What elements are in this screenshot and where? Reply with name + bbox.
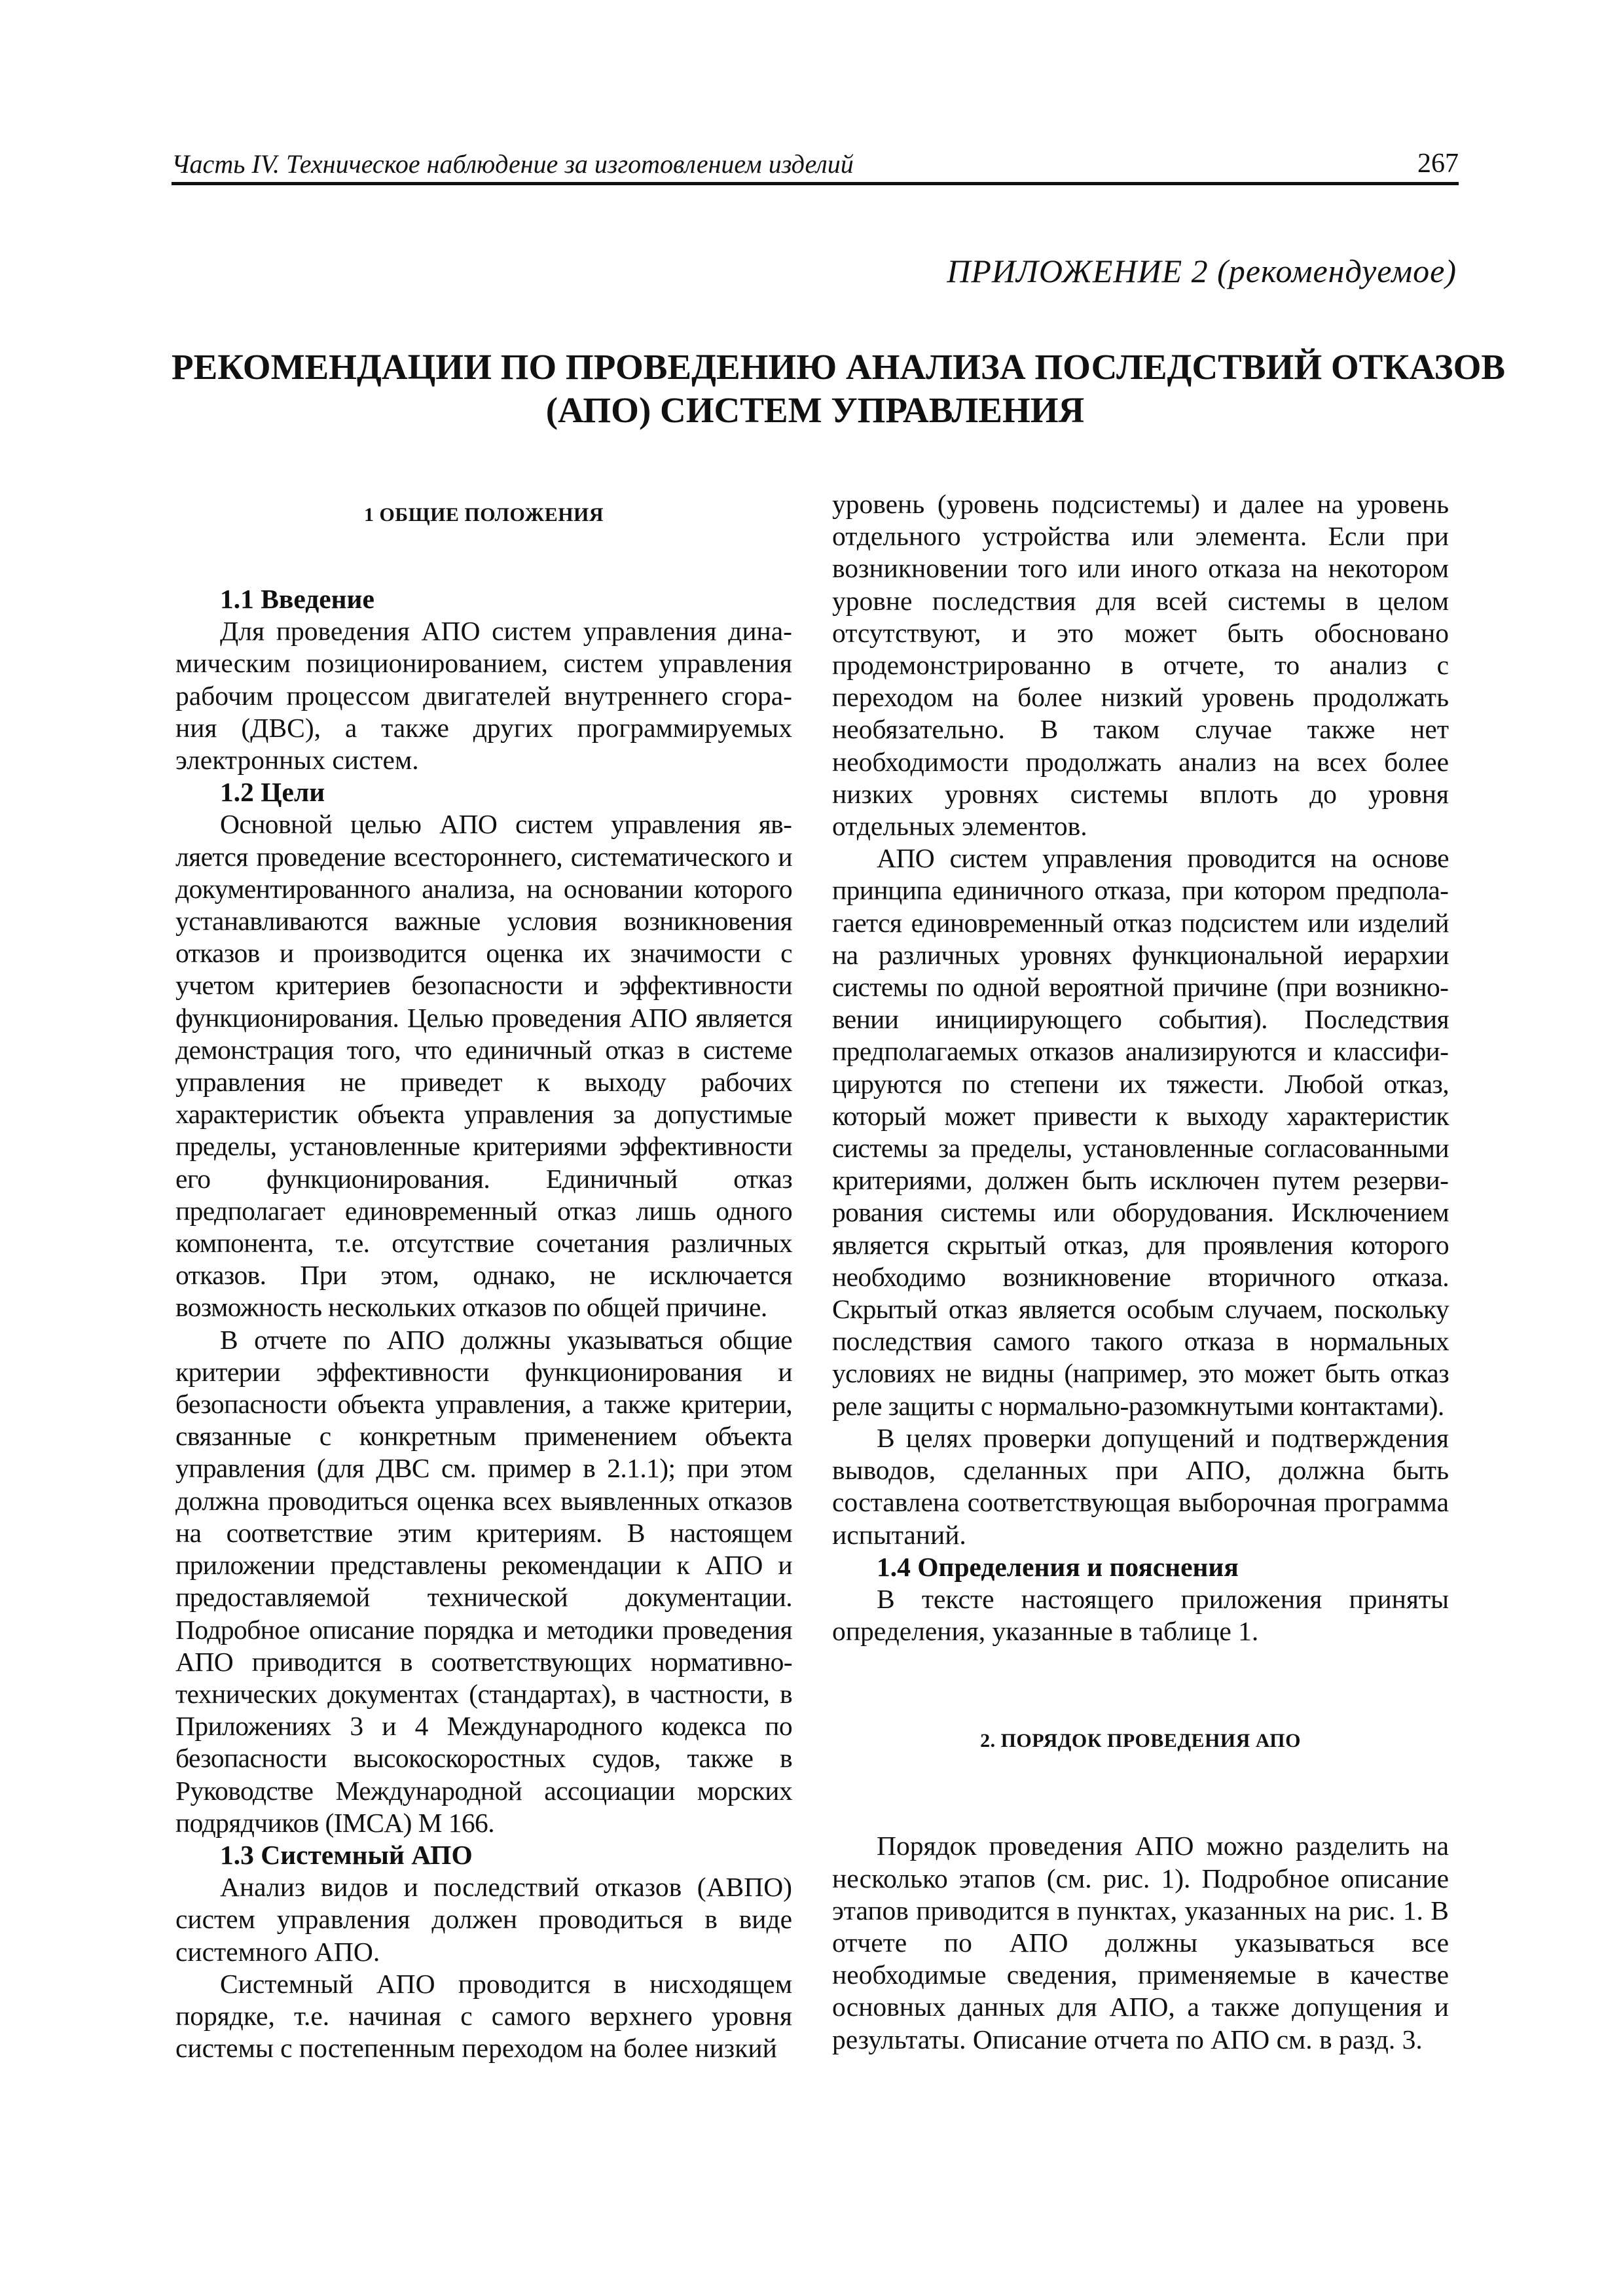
subsection-1-4-heading: 1.4 Определения и пояснения — [877, 1551, 1239, 1582]
subsection-1-2-heading: 1.2 Цели — [220, 777, 325, 808]
running-header — [172, 143, 1459, 185]
paragraph: Основной целью АПО систем управления является проведение всестороннего, систематического и документированного анализа, на основании которого устанавливаются важные условия возникновения отказов и производится оценка их значимости с учетом критериев безопасности и эффективности функционирования. Целью проведения АПО является демонстрация того, что единичный отказ в системе управления не приведет к выходу рабочих характеристик объекта управления за допустимые пределы, установленные критериями эффективности его функционирования. Единичный отказ предполагает единовременный отказ лишь одного компонента, т.е. отсутствие сочетания различных отказов. При этом, однако, не исключается возможность нескольких отказов по общей причине. — [175, 809, 792, 1323]
left-column — [175, 488, 792, 2064]
paragraph: Для проведения АПО систем управления динамическим позиционированием, систем управления рабочим процессом двигателей внутреннего сгорания (ДВС), а также других программируемых электронных систем. — [175, 616, 792, 776]
document-title — [172, 346, 1506, 432]
paragraph-continued: уровень (уровень подсистемы) и далее на уровень отдельного устройства или элемента. Если при возникновении того или иного отказа на некотором уровне последствия для всей системы в целом отсутствуют, и это может быть обосновано продемонстрированно в отчете, то анализ с переходом на более низкий уровень продолжать необязательно. В таком случае также нет необходимости продолжать анализ на всех более низких уровнях системы вплоть до уровня отдельных элементов. — [832, 489, 1449, 842]
page-number: 267 — [1417, 149, 1459, 179]
paragraph: Порядок проведения АПО можно разделить на несколько этапов (см. рис. 1). Подробное описание этапов приводится в пунктах, указанных на рис. 1. В отчете по АПО должны указываться все необходимые сведения, применяемые в качестве основных данных для АПО, а также допущения и результаты. Описание отчета по АПО см. в разд. 3. — [832, 1831, 1449, 2054]
section-2-heading: 2. ПОРЯДОК ПРОВЕДЕНИЯ АПО — [980, 1730, 1301, 1752]
paragraph: В отчете по АПО должны указываться общие критерии эффективности функционирования и безопасности объекта управления, а также критерии, связанные с конкретным применением объекта управления (для ДВС см. пример в 2.1.1); при этом должна проводиться оценка всех выявленных отказов на соответствие этим критериям. В настоящем приложении представлены рекомендации к АПО и предоставляемой технической документации. Подробное описание порядка и методики проведения АПО приводится в соответствующих нормативно-технических документах (стандартах), в частности, в Приложениях 3 и 4 Международного кодекса по безопасности высокоскоростных судов, также в Руководстве Международной ассоциации морских подрядчиков (IMCA) M 166. — [175, 1324, 792, 1838]
paragraph: В целях проверки допущений и подтверждения выводов, сделанных при АПО, должна быть составлена соответствующая выборочная программа испытаний. — [832, 1422, 1449, 1550]
document-title-line-2: (АПО) СИСТЕМ УПРАВЛЕНИЯ — [545, 390, 1085, 430]
paragraph: АПО систем управления проводится на основе принципа единичного отказа, при котором предполагается единовременный отказ подсистем или изделий на различных уровнях функциональной иерархии системы по одной вероятной причине (при возникновении инициирующего события). Последствия предполагаемых отказов анализируются и классифицируются по степени их тяжести. Любой отказ, который может привести к выходу характеристик системы за пределы, установленные согласованными критериями, должен быть исключен путем резервирования системы или оборудования. Исключением является скрытый отказ, для проявления которого необходимо возникновение вторичного отказа. Скрытый отказ является особым случаем, поскольку последствия самого такого отказа в нормальных условиях не видны (например, это может быть отказ реле защиты с нормально-разомкнутыми контактами). — [832, 843, 1449, 1421]
running-title: Часть IV. Техническое наблюдение за изготовлением изделий — [172, 149, 854, 179]
subsection-1-1-heading: 1.1 Введение — [220, 584, 374, 614]
subsection-1-3-heading: 1.3 Системный АПО — [220, 1839, 473, 1870]
paragraph: В тексте настоящего приложения приняты определения, указанные в таблице 1. — [832, 1583, 1449, 1647]
appendix-label: ПРИЛОЖЕНИЕ 2 (рекомендуемое) — [947, 253, 1457, 289]
paragraph: Системный АПО проводится в нисходящем порядке, т.е. начиная с самого верхнего уровня системы с постепенным переходом на более низкий — [175, 1968, 792, 2064]
right-column — [832, 488, 1449, 2056]
document-title-line-1: РЕКОМЕНДАЦИИ ПО ПРОВЕДЕНИЮ АНАЛИЗА ПОСЛЕДСТВИЙ ОТКАЗОВ — [172, 347, 1506, 387]
paragraph: Анализ видов и последствий отказов (АВПО) систем управления должен проводиться в виде системного АПО. — [175, 1872, 792, 1967]
section-1-heading: 1 ОБЩИЕ ПОЛОЖЕНИЯ — [363, 504, 604, 526]
